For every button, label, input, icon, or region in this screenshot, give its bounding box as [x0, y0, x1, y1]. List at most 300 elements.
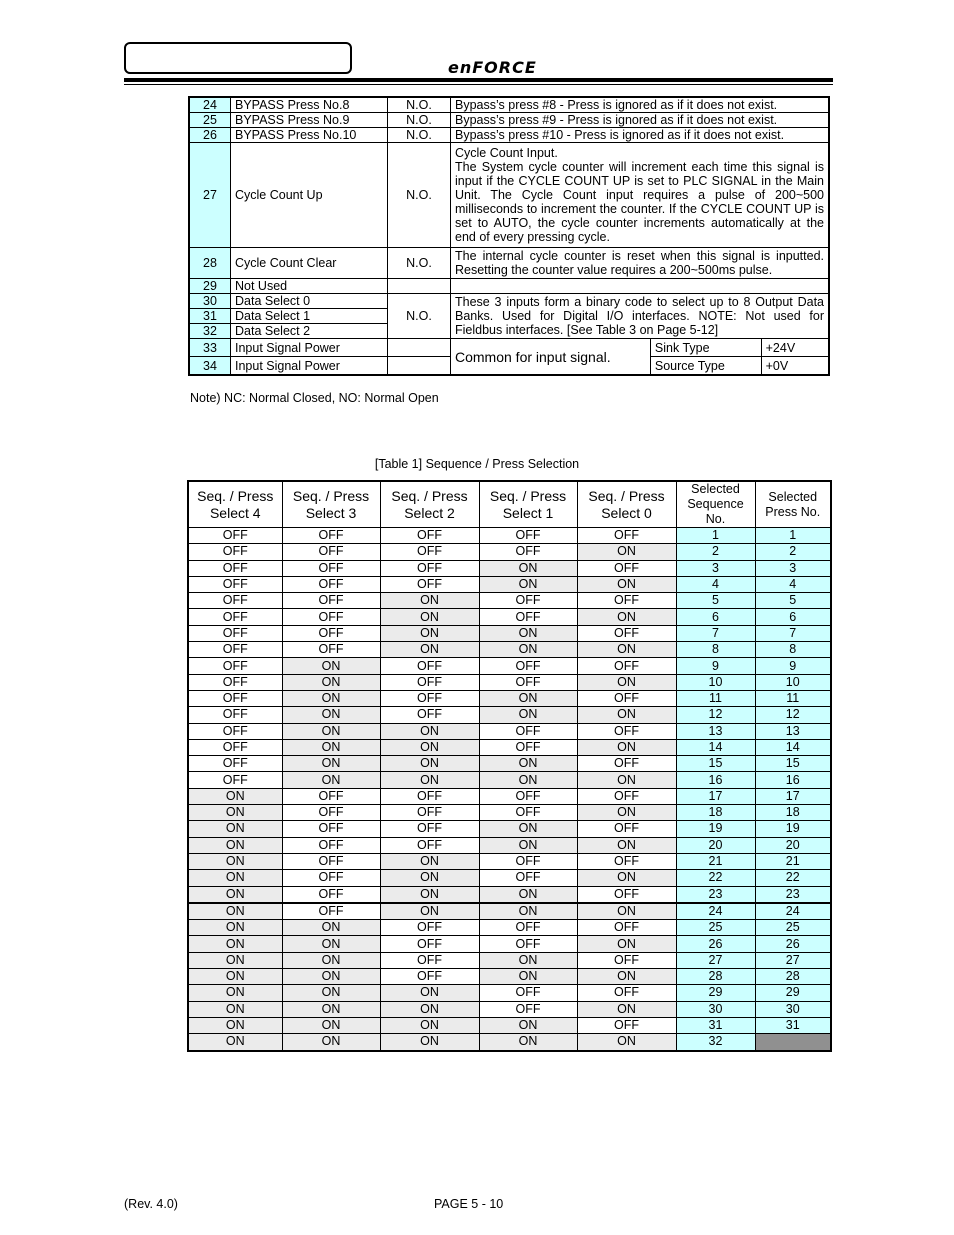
press-number-cell: 17 [755, 788, 831, 804]
select-state-cell: ON [188, 1001, 282, 1017]
press-number-cell: 25 [755, 920, 831, 936]
source-type-value: +0V [761, 357, 829, 376]
select-state-cell: ON [577, 837, 676, 853]
select-state-cell: ON [479, 690, 577, 706]
select-state-cell: OFF [188, 576, 282, 592]
signal-number: 28 [189, 248, 231, 279]
sequence-number-cell: 13 [676, 723, 755, 739]
select-state-cell: ON [188, 985, 282, 1001]
select-state-cell: ON [479, 837, 577, 853]
select-state-cell: OFF [188, 593, 282, 609]
select-state-cell: ON [282, 1017, 380, 1033]
sink-type-label: Sink Type [650, 339, 761, 357]
select-state-cell: ON [282, 985, 380, 1001]
select-state-cell: OFF [188, 739, 282, 755]
signal-type: N.O. [388, 97, 451, 113]
sequence-number-cell: 3 [676, 560, 755, 576]
select-state-cell: ON [188, 1034, 282, 1051]
signal-description: The internal cycle counter is reset when this signal is inputted. Resetting the counter value requires a 200~500ms pulse. [451, 248, 830, 279]
io-signal-table [188, 96, 830, 376]
table-row [188, 788, 831, 804]
select-state-cell: OFF [282, 642, 380, 658]
table-row [188, 772, 831, 788]
sequence-number-cell: 30 [676, 1001, 755, 1017]
sequence-press-table [187, 480, 832, 1052]
press-number-cell: 27 [755, 952, 831, 968]
table-row [188, 739, 831, 755]
select-state-cell: ON [282, 969, 380, 985]
sequence-number-cell: 26 [676, 936, 755, 952]
press-number-cell: 7 [755, 625, 831, 641]
column-header: Seq. / Press Select 2 [380, 481, 479, 528]
select-state-cell: OFF [577, 690, 676, 706]
press-number-cell: 23 [755, 886, 831, 903]
select-state-cell: ON [479, 903, 577, 920]
select-state-cell: OFF [282, 821, 380, 837]
select-state-cell: ON [577, 1001, 676, 1017]
header-rule [124, 78, 833, 82]
select-state-cell: OFF [282, 528, 380, 544]
signal-name: Not Used [231, 279, 388, 294]
signal-name: Data Select 0 [231, 294, 388, 309]
select-state-cell: ON [188, 788, 282, 804]
select-state-cell: OFF [282, 593, 380, 609]
select-state-cell: ON [188, 920, 282, 936]
table-row [188, 805, 831, 821]
sequence-number-cell: 9 [676, 658, 755, 674]
signal-number: 26 [189, 128, 231, 143]
press-number-cell: 21 [755, 853, 831, 869]
signal-number: 34 [189, 357, 231, 376]
table-row [188, 1034, 831, 1051]
sequence-number-cell: 31 [676, 1017, 755, 1033]
select-state-cell: ON [479, 952, 577, 968]
table-row [188, 756, 831, 772]
signal-name: Input Signal Power [231, 339, 388, 357]
press-number-cell: 9 [755, 658, 831, 674]
select-state-cell: OFF [282, 560, 380, 576]
signal-number: 31 [189, 309, 231, 324]
select-state-cell: OFF [188, 690, 282, 706]
press-number-cell: 13 [755, 723, 831, 739]
select-state-cell: ON [577, 544, 676, 560]
source-type-label: Source Type [650, 357, 761, 376]
sequence-number-cell: 1 [676, 528, 755, 544]
select-state-cell: ON [282, 723, 380, 739]
select-state-cell: OFF [577, 1017, 676, 1033]
signal-number: 30 [189, 294, 231, 309]
select-state-cell: ON [188, 969, 282, 985]
select-state-cell: ON [380, 625, 479, 641]
select-state-cell: ON [577, 576, 676, 592]
press-number-cell: 22 [755, 870, 831, 886]
sequence-number-cell: 19 [676, 821, 755, 837]
signal-description: Bypass’s press #10 - Press is ignored as if it does not exist. [451, 128, 830, 143]
select-state-cell: OFF [479, 985, 577, 1001]
io-row [189, 113, 829, 128]
select-state-cell: OFF [380, 920, 479, 936]
select-state-cell: ON [380, 985, 479, 1001]
select-state-cell: OFF [380, 674, 479, 690]
select-state-cell: ON [380, 772, 479, 788]
select-state-cell: ON [188, 1017, 282, 1033]
select-state-cell: ON [380, 593, 479, 609]
sequence-number-cell: 29 [676, 985, 755, 1001]
select-state-cell: ON [188, 936, 282, 952]
select-state-cell: ON [577, 936, 676, 952]
select-state-cell: OFF [188, 772, 282, 788]
press-number-cell: 18 [755, 805, 831, 821]
page-number: PAGE 5 - 10 [434, 1197, 504, 1211]
table-note: Note) NC: Normal Closed, NO: Normal Open [190, 391, 439, 405]
signal-type: N.O. [388, 128, 451, 143]
select-state-cell: OFF [188, 674, 282, 690]
sequence-number-cell: 32 [676, 1034, 755, 1051]
signal-number: 24 [189, 97, 231, 113]
signal-description: Bypass’s press #9 - Press is ignored as if it does not exist. [451, 113, 830, 128]
select-state-cell: OFF [282, 805, 380, 821]
select-state-cell: ON [188, 805, 282, 821]
table-row [188, 560, 831, 576]
select-state-cell: ON [282, 920, 380, 936]
press-number-cell: 20 [755, 837, 831, 853]
select-state-cell: ON [282, 674, 380, 690]
table-row [188, 674, 831, 690]
table-row [188, 609, 831, 625]
sequence-number-cell: 12 [676, 707, 755, 723]
sequence-number-cell: 18 [676, 805, 755, 821]
select-state-cell: OFF [479, 853, 577, 869]
table-row [188, 870, 831, 886]
select-state-cell: OFF [188, 625, 282, 641]
select-state-cell: OFF [577, 853, 676, 869]
table-row [188, 528, 831, 544]
select-state-cell: OFF [577, 560, 676, 576]
select-state-cell: ON [188, 870, 282, 886]
sequence-number-cell: 16 [676, 772, 755, 788]
press-number-cell: 3 [755, 560, 831, 576]
select-state-cell: OFF [380, 936, 479, 952]
io-row [189, 279, 829, 294]
table-row [188, 642, 831, 658]
table-row [188, 837, 831, 853]
select-state-cell: ON [479, 642, 577, 658]
signal-type: N.O. [388, 143, 451, 248]
signal-type: N.O. [388, 248, 451, 279]
select-state-cell: ON [282, 1034, 380, 1051]
press-number-cell: 29 [755, 985, 831, 1001]
table-row [188, 544, 831, 560]
select-state-cell: ON [282, 658, 380, 674]
signal-name: Input Signal Power [231, 357, 388, 376]
signal-description [451, 279, 830, 294]
select-state-cell: OFF [188, 707, 282, 723]
select-state-cell: OFF [577, 952, 676, 968]
io-row [189, 248, 829, 279]
select-state-cell: ON [380, 1001, 479, 1017]
select-state-cell: ON [282, 707, 380, 723]
select-state-cell: OFF [479, 544, 577, 560]
table-row [188, 576, 831, 592]
select-state-cell: ON [188, 952, 282, 968]
select-state-cell: ON [479, 625, 577, 641]
revision-label: (Rev. 4.0) [124, 1197, 178, 1211]
select-state-cell: ON [380, 756, 479, 772]
select-state-cell: OFF [479, 805, 577, 821]
select-state-cell: OFF [282, 903, 380, 920]
signal-description: Bypass’s press #8 - Press is ignored as if it does not exist. [451, 97, 830, 113]
select-state-cell: OFF [282, 576, 380, 592]
select-state-cell: OFF [380, 707, 479, 723]
select-state-cell: OFF [188, 528, 282, 544]
select-state-cell: OFF [380, 805, 479, 821]
select-state-cell: OFF [188, 723, 282, 739]
select-state-cell: OFF [479, 658, 577, 674]
signal-number: 29 [189, 279, 231, 294]
press-number-cell: 15 [755, 756, 831, 772]
select-state-cell: OFF [380, 952, 479, 968]
signal-type: N.O. [388, 294, 451, 339]
select-state-cell: ON [479, 707, 577, 723]
press-number-cell: 16 [755, 772, 831, 788]
select-state-cell: OFF [577, 593, 676, 609]
select-state-cell: OFF [282, 886, 380, 903]
signal-description: Cycle Count Input. The System cycle counter will increment each time this signal is input if the CYCLE COUNT UP is set to PLC SIGNAL in the Main Unit. The Cycle Count input requires a pulse of 200~500 milliseconds to increment the counter. If the CYCLE COUNT UP is set to AUTO, the cycle counter increments automatically at the end of every pressing cycle. [451, 143, 830, 248]
sequence-number-cell: 8 [676, 642, 755, 658]
select-state-cell: ON [380, 1034, 479, 1051]
signal-type [388, 357, 451, 376]
sequence-number-cell: 23 [676, 886, 755, 903]
press-number-cell: 10 [755, 674, 831, 690]
table-row [188, 969, 831, 985]
table-row [188, 707, 831, 723]
select-state-cell: ON [577, 772, 676, 788]
io-row [189, 339, 829, 357]
io-row [189, 294, 829, 309]
select-state-cell: ON [577, 969, 676, 985]
select-state-cell: OFF [479, 870, 577, 886]
table-row [188, 936, 831, 952]
press-number-cell: 14 [755, 739, 831, 755]
select-state-cell: ON [577, 805, 676, 821]
column-header: Seq. / Press Select 0 [577, 481, 676, 528]
io-row [189, 143, 829, 248]
select-state-cell: OFF [479, 609, 577, 625]
select-state-cell: ON [380, 903, 479, 920]
sequence-number-cell: 10 [676, 674, 755, 690]
signal-name: BYPASS Press No.8 [231, 97, 388, 113]
select-state-cell: ON [282, 690, 380, 706]
sequence-number-cell: 20 [676, 837, 755, 853]
select-state-cell: OFF [577, 821, 676, 837]
column-header: Seq. / Press Select 3 [282, 481, 380, 528]
press-number-cell: 30 [755, 1001, 831, 1017]
select-state-cell: ON [577, 609, 676, 625]
select-state-cell: ON [479, 756, 577, 772]
select-state-cell: ON [577, 707, 676, 723]
select-state-cell: ON [380, 886, 479, 903]
table-row [188, 985, 831, 1001]
select-state-cell: OFF [380, 837, 479, 853]
select-state-cell: OFF [479, 1001, 577, 1017]
signal-number: 33 [189, 339, 231, 357]
select-state-cell: OFF [577, 658, 676, 674]
select-state-cell: ON [479, 1017, 577, 1033]
signal-number: 32 [189, 324, 231, 339]
select-state-cell: OFF [577, 625, 676, 641]
press-number-cell: 4 [755, 576, 831, 592]
press-number-cell: 2 [755, 544, 831, 560]
select-state-cell: OFF [380, 788, 479, 804]
select-state-cell: ON [479, 1034, 577, 1051]
select-state-cell: ON [282, 952, 380, 968]
sequence-number-cell: 14 [676, 739, 755, 755]
press-number-cell: 28 [755, 969, 831, 985]
select-state-cell: ON [479, 969, 577, 985]
select-state-cell: ON [380, 609, 479, 625]
sequence-number-cell: 15 [676, 756, 755, 772]
select-state-cell: OFF [380, 821, 479, 837]
header-rule-thin [124, 84, 833, 85]
sequence-number-cell: 5 [676, 593, 755, 609]
select-state-cell: ON [282, 772, 380, 788]
select-state-cell: OFF [380, 658, 479, 674]
signal-name: BYPASS Press No.9 [231, 113, 388, 128]
select-state-cell: OFF [188, 544, 282, 560]
select-state-cell: ON [577, 674, 676, 690]
sequence-number-cell: 11 [676, 690, 755, 706]
select-state-cell: ON [380, 853, 479, 869]
table-row [188, 1017, 831, 1033]
table-row [188, 952, 831, 968]
table-row [188, 690, 831, 706]
select-state-cell: OFF [479, 528, 577, 544]
select-state-cell: ON [577, 1034, 676, 1051]
select-state-cell: ON [577, 739, 676, 755]
table-row [188, 920, 831, 936]
table-row [188, 625, 831, 641]
select-state-cell: OFF [188, 658, 282, 674]
select-state-cell: ON [380, 723, 479, 739]
press-number-cell: 26 [755, 936, 831, 952]
press-number-cell: 6 [755, 609, 831, 625]
signal-name: Cycle Count Up [231, 143, 388, 248]
signal-name: Data Select 2 [231, 324, 388, 339]
column-header: Seq. / Press Select 4 [188, 481, 282, 528]
signal-number: 25 [189, 113, 231, 128]
select-state-cell: ON [479, 886, 577, 903]
select-state-cell: OFF [479, 920, 577, 936]
select-state-cell: OFF [479, 739, 577, 755]
select-state-cell: OFF [577, 528, 676, 544]
table-row [188, 1001, 831, 1017]
sequence-number-cell: 17 [676, 788, 755, 804]
select-state-cell: ON [479, 772, 577, 788]
column-header: Selected Press No. [755, 481, 831, 528]
select-state-cell: ON [188, 853, 282, 869]
select-state-cell: ON [188, 821, 282, 837]
table-row [188, 903, 831, 920]
select-state-cell: OFF [380, 560, 479, 576]
sequence-number-cell: 7 [676, 625, 755, 641]
press-number-cell: 31 [755, 1017, 831, 1033]
signal-number: 27 [189, 143, 231, 248]
select-state-cell: ON [282, 739, 380, 755]
select-state-cell: ON [188, 886, 282, 903]
select-state-cell: OFF [577, 985, 676, 1001]
select-state-cell: OFF [282, 544, 380, 560]
signal-name: BYPASS Press No.10 [231, 128, 388, 143]
select-state-cell: ON [188, 837, 282, 853]
select-state-cell: OFF [282, 837, 380, 853]
table-caption: [Table 1] Sequence / Press Selection [374, 457, 580, 471]
sequence-number-cell: 24 [676, 903, 755, 920]
io-row [189, 97, 829, 113]
table-row [188, 886, 831, 903]
select-state-cell: ON [479, 560, 577, 576]
signal-type [388, 339, 451, 357]
select-state-cell: OFF [479, 674, 577, 690]
press-number-cell: 12 [755, 707, 831, 723]
table-row [188, 853, 831, 869]
sequence-number-cell: 25 [676, 920, 755, 936]
select-state-cell: OFF [577, 723, 676, 739]
select-state-cell: OFF [577, 788, 676, 804]
table-row [188, 593, 831, 609]
sequence-number-cell: 22 [676, 870, 755, 886]
io-row [189, 128, 829, 143]
select-state-cell: OFF [479, 723, 577, 739]
select-state-cell: OFF [188, 756, 282, 772]
brand-logo: enFORCE [448, 58, 537, 77]
select-state-cell: OFF [479, 788, 577, 804]
select-state-cell: OFF [577, 920, 676, 936]
select-state-cell: OFF [577, 886, 676, 903]
sequence-number-cell: 27 [676, 952, 755, 968]
select-state-cell: ON [577, 870, 676, 886]
select-state-cell: ON [577, 903, 676, 920]
column-header: Selected Sequence No. [676, 481, 755, 528]
sequence-number-cell: 6 [676, 609, 755, 625]
power-common-description: Common for input signal. [451, 339, 651, 376]
select-state-cell: OFF [188, 642, 282, 658]
sink-type-value: +24V [761, 339, 829, 357]
select-state-cell: OFF [380, 969, 479, 985]
signal-name: Data Select 1 [231, 309, 388, 324]
select-state-cell: OFF [479, 593, 577, 609]
press-number-cell: 1 [755, 528, 831, 544]
select-state-cell: OFF [188, 609, 282, 625]
select-state-cell: ON [380, 642, 479, 658]
table-row [188, 821, 831, 837]
select-state-cell: ON [380, 1017, 479, 1033]
table-row [188, 658, 831, 674]
column-header: Seq. / Press Select 1 [479, 481, 577, 528]
press-number-cell [755, 1034, 831, 1051]
press-number-cell: 5 [755, 593, 831, 609]
press-number-cell: 19 [755, 821, 831, 837]
select-state-cell: ON [380, 870, 479, 886]
select-state-cell: ON [479, 576, 577, 592]
sequence-number-cell: 28 [676, 969, 755, 985]
select-state-cell: ON [577, 642, 676, 658]
press-number-cell: 8 [755, 642, 831, 658]
select-state-cell: OFF [188, 560, 282, 576]
select-state-cell: ON [282, 1001, 380, 1017]
signal-type: N.O. [388, 113, 451, 128]
select-state-cell: OFF [577, 756, 676, 772]
signal-name: Cycle Count Clear [231, 248, 388, 279]
